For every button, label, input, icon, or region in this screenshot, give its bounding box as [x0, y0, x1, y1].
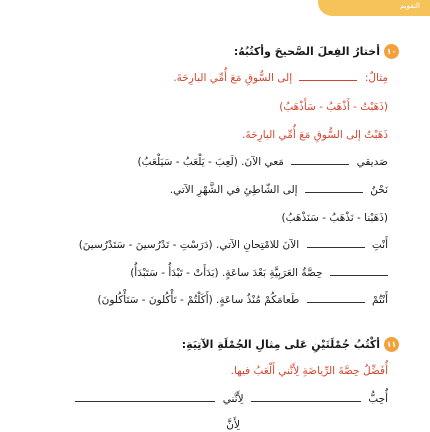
question-10-heading: أختارُ الفِعلَ الصَّحيحَ وأكتُبُهُ:	[233, 45, 380, 58]
item-2-blank[interactable]	[305, 183, 363, 193]
q11-line-1-blank-1[interactable]	[251, 392, 361, 402]
item-3-blank[interactable]	[307, 238, 365, 248]
q11-line-1-start: أُحِبُّ	[368, 393, 388, 405]
item-1-blank[interactable]	[291, 155, 349, 165]
q11-line-1-blank-2[interactable]	[75, 392, 215, 402]
item-5-rest: طَعامَكُمْ مُنْذُ ساعَةٍ. (أَكَلْتُمْ - تَأْكُلونَ - سَتَأْكُلونَ)	[97, 294, 300, 306]
item-1-rest: مَعي الآنَ. (لَعِبَ - يَلْعَبُ - سَيَلْعَبُ)	[137, 156, 284, 168]
example-line	[173, 71, 388, 85]
item-2-subject: نَحْنُ	[370, 184, 388, 196]
question-11-number: ١١	[384, 337, 399, 352]
item-3	[79, 238, 388, 252]
item-3-rest: الآنَ للامْتِحانِ الآتي. (دَرَسْتِ - تَدْرُسينَ - سَتَدْرُسينَ)	[78, 239, 300, 251]
item-3-subject: أَنْتِ	[371, 239, 388, 251]
item-5	[98, 293, 388, 307]
item-1	[138, 155, 388, 169]
corner-tab-label: التقويم	[400, 2, 420, 10]
item-4-blank[interactable]	[330, 266, 388, 276]
example-label: مِثالٌ:	[364, 72, 388, 84]
corner-tab	[318, 0, 430, 16]
example-answer: ذَهَبْتُ إلى السُّوقِ مَعَ أُمِّي البارِحَةَ.	[242, 129, 388, 141]
example-rest: إلى السُّوقِ مَعَ أُمِّي البارِحَةَ.	[173, 72, 293, 84]
example-options: (ذَهَبْتُ - أَذْهَبُ - سَأَذْهَبُ)	[279, 101, 388, 113]
item-1-subject: صَديقي	[356, 156, 388, 168]
item-5-subject: أَنْتُمْ	[372, 294, 388, 306]
question-11-heading: أكْتُبُ جُمْلَتَيْنِ عَلى مِثالِ الجُمْلَةِ الآتِيَةِ:	[181, 338, 380, 351]
q11-line-1-middle: لِأَنَّني	[222, 393, 244, 405]
question-10-number: ١٠	[384, 44, 399, 59]
q11-line-1	[71, 392, 388, 406]
q11-example: أُفَضِّلُ حِصَّةَ الرِّياضَةِ لِأَنَّني أَلْعَبُ فيها.	[230, 365, 388, 377]
item-5-blank[interactable]	[307, 293, 365, 303]
item-2-options: (ذَهَبْنا - نَذْهَبُ - سَنَذْهَبُ)	[281, 212, 388, 224]
item-2	[170, 183, 388, 197]
item-4-rest: حِصَّةُ العَرَبِيَّةِ بَعْدَ ساعَةٍ. (بَدَأَتْ - تَبْدَأُ - سَتَبْدَأُ)	[130, 267, 323, 279]
q11-line-2-start: لِأَنَّ	[226, 419, 240, 431]
example-blank	[299, 71, 357, 81]
item-4	[130, 266, 388, 280]
item-2-rest: إلى الشّاطِئِ في الشَّهْرِ الآتي.	[169, 184, 298, 196]
